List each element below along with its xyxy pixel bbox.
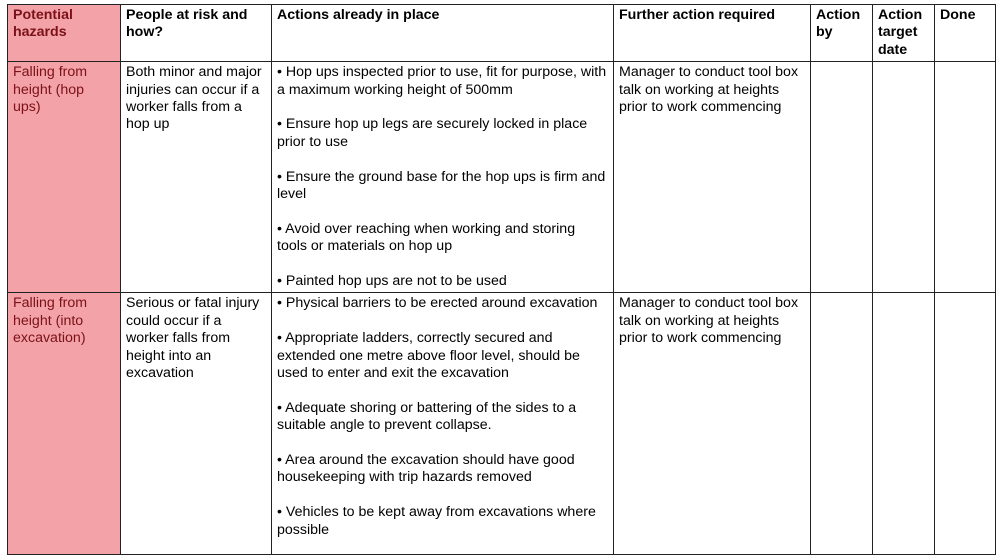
further-action-cell: Manager to conduct tool box talk on working at heights prior to work commencing (614, 62, 811, 293)
action-target-date-cell (873, 62, 935, 293)
table-row (8, 62, 996, 293)
header-row (8, 5, 996, 62)
action-item: • Area around the excavation should have good housekeeping with trip hazards removed (277, 452, 575, 486)
action-item: • Ensure hop up legs are securely locked in place prior to use (277, 116, 588, 150)
done-cell (935, 62, 996, 293)
header-action-by: Action by (811, 5, 873, 62)
header-potential-hazards: Potential hazards (8, 5, 121, 62)
hazard-cell: Falling from height (hop ups) (8, 62, 121, 293)
people-at-risk-cell: Both minor and major injuries can occur if a worker falls from a hop up (121, 62, 272, 293)
action-item: • Hop ups inspected prior to use, fit for purpose, with a maximum working height of 500mm (277, 64, 607, 98)
actions-cell (272, 293, 614, 555)
action-target-date-cell (873, 293, 935, 555)
header-actions-in-place: Actions already in place (272, 5, 614, 62)
header-further-action: Further action required (614, 5, 811, 62)
risk-assessment-table (7, 4, 996, 555)
further-action-cell: Manager to conduct tool box talk on working at heights prior to work commencing (614, 293, 811, 555)
action-item: • Avoid over reaching when working and storing tools or materials on hop up (277, 220, 576, 255)
action-item: • Adequate shoring or battering of the sides to a suitable angle to prevent collapse. (277, 399, 577, 434)
table-row (8, 293, 996, 555)
action-item: • Painted hop ups are not to be used (277, 273, 507, 290)
action-item: • Physical barriers to be erected around excavation (277, 295, 598, 312)
action-by-cell (811, 293, 873, 555)
people-at-risk-cell: Serious or fatal injury could occur if a worker falls from height into an excavation (121, 293, 272, 555)
action-item: • Appropriate ladders, correctly secured and extended one metre above floor level, should be used to enter and exit the excavation (277, 330, 580, 382)
hazard-cell: Falling from height (into excavation) (8, 293, 121, 555)
header-done: Done (935, 5, 996, 62)
action-item: • Vehicles to be kept away from excavations where possible (277, 504, 596, 538)
actions-cell (272, 62, 614, 293)
header-action-target-date: Action target date (873, 5, 935, 62)
action-item: • Ensure the ground base for the hop ups is firm and level (277, 168, 606, 203)
action-by-cell (811, 62, 873, 293)
done-cell (935, 293, 996, 555)
header-people-at-risk: People at risk and how? (121, 5, 272, 62)
